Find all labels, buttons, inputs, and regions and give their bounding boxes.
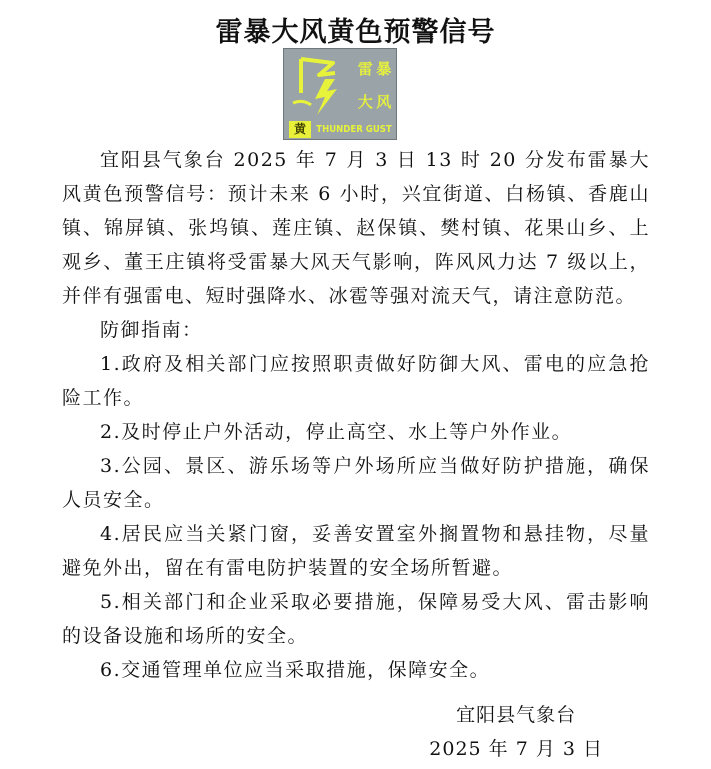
guide-heading: 防御指南： bbox=[100, 319, 203, 341]
signal-char: 雷 bbox=[357, 60, 373, 78]
notice-body bbox=[62, 143, 650, 687]
signal-english-label: THUNDER GUST bbox=[316, 124, 392, 135]
signature-block bbox=[429, 698, 603, 766]
signal-chars bbox=[356, 53, 393, 119]
guide-item: 4.居民应当关紧门窗，妥善安置室外搁置物和悬挂物，尽量避免外出，留在有雷电防护装置的安全场所暂避。 bbox=[62, 523, 650, 579]
guide-item: 3.公园、景区、游乐场等户外场所应当做好防护措施，确保人员安全。 bbox=[62, 455, 650, 511]
guide-item: 1.政府及相关部门应按照职责做好防御大风、雷电的应急抢险工作。 bbox=[62, 353, 650, 409]
signal-char: 大 bbox=[357, 93, 373, 111]
intro-paragraph: 宜阳县气象台 2025 年 7 月 3 日 13 时 20 分发布雷暴大风黄色预警信号：预计未来 6 小时，兴宜街道、白杨镇、香鹿山镇、锦屏镇、张坞镇、莲庄镇、赵保镇、樊村镇、花果山乡、上观乡、董王庄镇将受雷暴大风天气影响，阵风风力达 7 级以上，并伴有强雷电、短时强降水、冰雹等强对流天气，请注意防范。 bbox=[62, 149, 650, 307]
lightning-wind-icon bbox=[289, 53, 353, 119]
signature-date: 2025 年 7 月 3 日 bbox=[429, 738, 603, 760]
guide-item: 2.及时停止户外活动，停止高空、水上等户外作业。 bbox=[100, 421, 573, 443]
warning-signal-icon bbox=[283, 48, 397, 140]
signal-char: 暴 bbox=[376, 60, 392, 78]
signature-org: 宜阳县气象台 bbox=[456, 704, 577, 726]
guide-item: 6.交通管理单位应当采取措施，保障安全。 bbox=[100, 659, 491, 681]
page-title: 雷暴大风黄色预警信号 bbox=[215, 17, 496, 48]
signal-char: 风 bbox=[376, 93, 392, 111]
guide-item: 5.相关部门和企业采取必要措施，保障易受大风、雷击影响的设备设施和场所的安全。 bbox=[62, 591, 650, 647]
signal-level-badge: 黄 bbox=[289, 121, 311, 138]
